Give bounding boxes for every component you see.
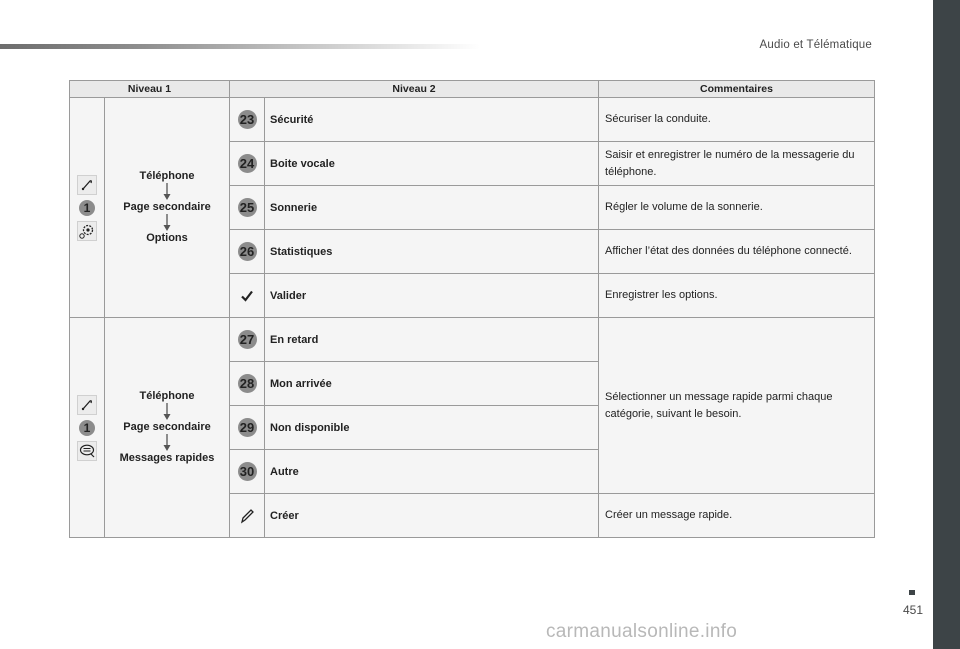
path-step: Téléphone — [139, 390, 195, 402]
option-label: En retard — [265, 318, 599, 362]
option-label: Sonnerie — [265, 186, 599, 230]
number-badge: 27 — [238, 330, 257, 349]
option-label: Valider — [265, 274, 599, 318]
option-label: Mon arrivée — [265, 362, 599, 406]
number-badge: 24 — [238, 154, 257, 173]
option-label: Créer — [265, 494, 599, 538]
number-badge: 25 — [238, 198, 257, 217]
section-title: Audio et Télématique — [759, 39, 872, 51]
level-badge: 1 — [79, 200, 95, 216]
path-step: Page secondaire — [123, 421, 211, 433]
comment-text: Sélectionner un message rapide parmi chaque catégorie, suivant le besoin. — [599, 318, 875, 494]
path-step: Messages rapides — [119, 452, 215, 464]
number-badge: 28 — [238, 374, 257, 393]
table-row — [70, 98, 875, 142]
arrow-down-icon — [162, 214, 172, 232]
phone-settings-icon — [77, 221, 97, 241]
number-badge: 29 — [238, 418, 257, 437]
phone-handset-icon — [77, 175, 97, 195]
checkmark-icon — [237, 286, 257, 306]
comment-text: Sécuriser la conduite. — [599, 98, 875, 142]
page-marker — [909, 590, 915, 595]
column-header: Niveau 1 — [70, 81, 230, 98]
option-label: Autre — [265, 450, 599, 494]
comment-text: Régler le volume de la sonnerie. — [599, 186, 875, 230]
comment-text: Enregistrer les options. — [599, 274, 875, 318]
number-badge: 26 — [238, 242, 257, 261]
comment-text: Afficher l’état des données du téléphone connecté. — [599, 230, 875, 274]
comment-text: Créer un message rapide. — [599, 494, 875, 538]
watermark: carmanualsonline.info — [546, 621, 738, 642]
pencil-icon — [237, 506, 257, 526]
number-badge: 23 — [238, 110, 257, 129]
level1-icons-cell — [70, 318, 105, 538]
level-badge: 1 — [79, 420, 95, 436]
table-header-row — [70, 81, 875, 98]
message-list-icon — [77, 441, 97, 461]
path-step: Options — [146, 232, 188, 244]
arrow-down-icon — [162, 403, 172, 421]
number-badge: 30 — [238, 462, 257, 481]
menu-table — [69, 80, 875, 538]
column-header: Niveau 2 — [230, 81, 599, 98]
comment-text: Saisir et enregistrer le numéro de la messagerie du téléphone. — [599, 142, 875, 186]
table-row — [70, 318, 875, 362]
column-header: Commentaires — [599, 81, 875, 98]
arrow-down-icon — [162, 434, 172, 452]
arrow-down-icon — [162, 183, 172, 201]
level1-path-cell — [105, 98, 230, 318]
option-label: Boite vocale — [265, 142, 599, 186]
phone-handset-icon — [77, 395, 97, 415]
option-label: Statistiques — [265, 230, 599, 274]
header-gradient-bar — [0, 44, 480, 49]
level1-path-cell — [105, 318, 230, 538]
level1-icons-cell — [70, 98, 105, 318]
right-sidebar-bar — [933, 0, 960, 649]
option-label: Non disponible — [265, 406, 599, 450]
page-number: 451 — [902, 603, 923, 617]
path-step: Téléphone — [139, 170, 195, 182]
option-label: Sécurité — [265, 98, 599, 142]
path-step: Page secondaire — [123, 201, 211, 213]
